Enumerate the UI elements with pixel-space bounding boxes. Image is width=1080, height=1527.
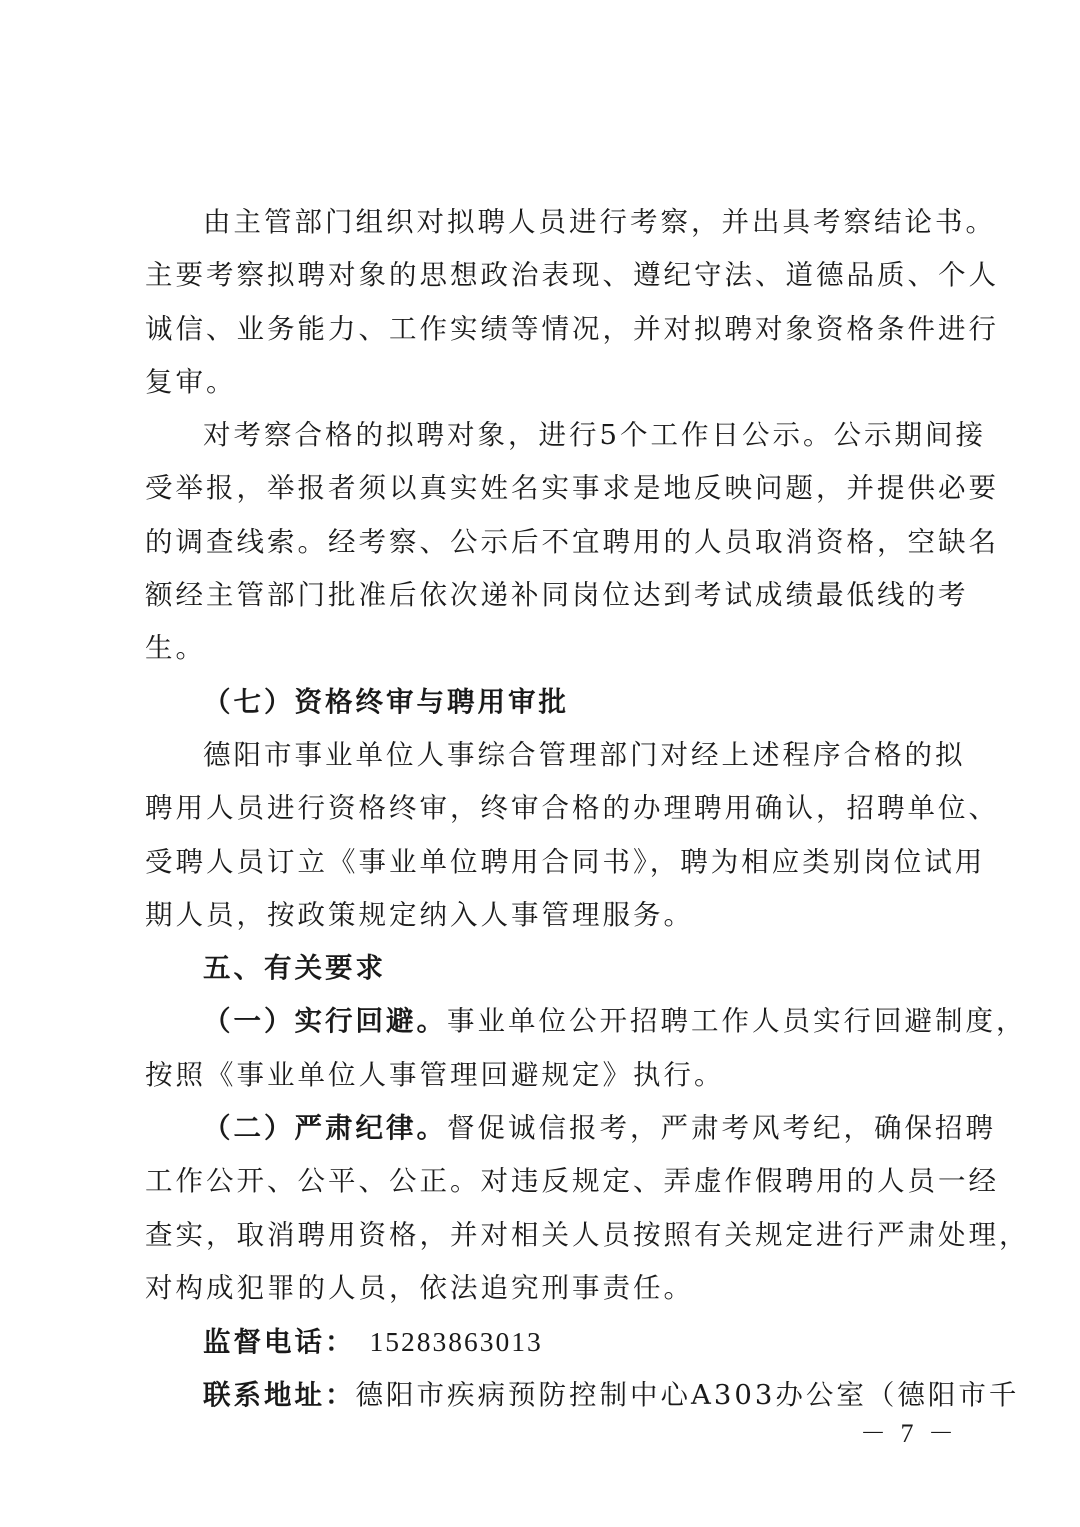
paragraph-line: 查实，取消聘用资格，并对相关人员按照有关规定进行严肃处理， bbox=[145, 1218, 1030, 1251]
chapter-heading: 五、有关要求 bbox=[203, 952, 386, 985]
paragraph-line: 额经主管部门批准后依次递补同岗位达到考试成绩最低线的考 bbox=[145, 579, 969, 612]
paragraph-line: 受举报，举报者须以真实姓名实事求是地反映问题，并提供必要 bbox=[145, 472, 999, 505]
phone-label: 监督电话： bbox=[203, 1326, 356, 1359]
supervision-phone bbox=[145, 1315, 960, 1368]
page-number: － 7 － bbox=[859, 1419, 958, 1448]
paragraph-line: 期人员，按政策规定纳入人事管理服务。 bbox=[145, 898, 694, 931]
paragraph-line: 由主管部门组织对拟聘人员进行考察，并出具考察结论书。 bbox=[203, 206, 996, 238]
paragraph-line: 德阳市事业单位人事综合管理部门对经上述程序合格的拟 bbox=[203, 738, 966, 771]
paragraph-line: 按照《事业单位人事管理回避规定》执行。 bbox=[145, 1058, 725, 1091]
paragraph-line: 受聘人员订立《事业单位聘用合同书》，聘为相应类别岗位试用 bbox=[145, 845, 986, 878]
requirement-label: （一）实行回避。 bbox=[203, 1005, 447, 1038]
requirement-label: （二）严肃纪律。 bbox=[203, 1112, 447, 1145]
section-heading: （七）资格终审与聘用审批 bbox=[203, 685, 569, 718]
paragraph-line: 聘用人员进行资格终审，终审合格的办理聘用确认，招聘单位、 bbox=[145, 792, 999, 825]
paragraph-line: 对考察合格的拟聘对象，进行5个工作日公示。公示期间接 bbox=[203, 419, 986, 452]
requirement-discipline bbox=[145, 1102, 996, 1155]
requirement-avoidance bbox=[145, 995, 1027, 1048]
paragraph-line: 诚信、业务能力、工作实绩等情况，并对拟聘对象资格条件进行 bbox=[145, 312, 999, 345]
paragraph-line: 工作公开、公平、公正。对违反规定、弄虚作假聘用的人员一经 bbox=[145, 1165, 999, 1198]
phone-number: 15283863013 bbox=[369, 1326, 543, 1358]
paragraph-line: 主要考察拟聘对象的思想政治表现、遵纪守法、道德品质、个人 bbox=[145, 259, 999, 292]
paragraph-line: 生。 bbox=[145, 632, 206, 665]
address-label: 联系地址： bbox=[203, 1378, 356, 1411]
paragraph-line: 复审。 bbox=[145, 365, 237, 398]
contact-address bbox=[145, 1369, 1020, 1422]
requirement-text: 事业单位公开招聘工作人员实行回避制度， bbox=[447, 1005, 1027, 1038]
requirement-text: 督促诚信报考，严肃考风考纪，确保招聘 bbox=[447, 1112, 996, 1145]
body-text bbox=[145, 196, 1030, 1422]
paragraph-line: 对构成犯罪的人员，依法追究刑事责任。 bbox=[145, 1271, 694, 1304]
paragraph-line: 的调查线索。经考察、公示后不宜聘用的人员取消资格，空缺名 bbox=[145, 525, 999, 558]
address-value: 德阳市疾病预防控制中心A303办公室（德阳市千 bbox=[355, 1378, 1020, 1411]
